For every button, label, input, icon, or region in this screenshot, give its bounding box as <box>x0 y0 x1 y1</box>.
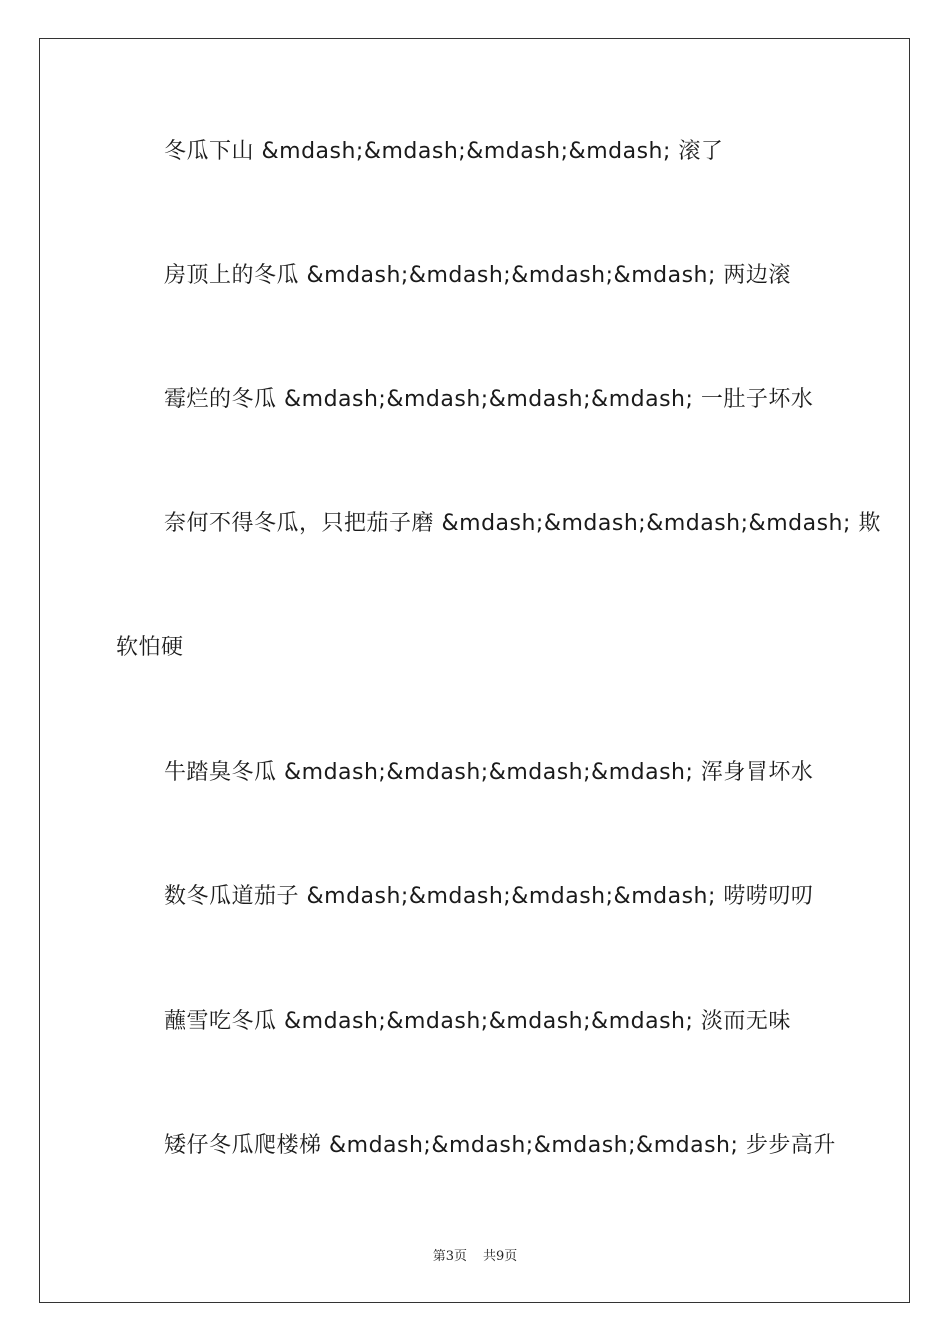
text-line-5: 牛踏臭冬瓜 &mdash;&mdash;&mdash;&mdash; 浑身冒坏水 <box>164 760 814 785</box>
page-border <box>39 38 910 1303</box>
page-number: 第3页 <box>432 1249 467 1264</box>
page-footer <box>0 1248 950 1266</box>
text-line-3: 霉烂的冬瓜 &mdash;&mdash;&mdash;&mdash; 一肚子坏水 <box>164 387 814 412</box>
page-total: 共9页 <box>483 1249 518 1264</box>
text-line-7: 蘸雪吃冬瓜 &mdash;&mdash;&mdash;&mdash; 淡而无味 <box>164 1009 791 1034</box>
text-line-4: 奈何不得冬瓜，只把茄子磨 &mdash;&mdash;&mdash;&mdash; 欺 <box>164 511 881 536</box>
text-line-6: 数冬瓜道茄子 &mdash;&mdash;&mdash;&mdash; 唠唠叨叨 <box>164 884 814 909</box>
text-line-2: 房顶上的冬瓜 &mdash;&mdash;&mdash;&mdash; 两边滚 <box>164 263 791 288</box>
text-line-8: 矮仔冬瓜爬楼梯 &mdash;&mdash;&mdash;&mdash; 步步高升 <box>164 1133 836 1158</box>
text-line-1: 冬瓜下山 &mdash;&mdash;&mdash;&mdash; 滚了 <box>164 139 724 164</box>
text-line-4-continuation: 软怕硬 <box>116 635 184 660</box>
